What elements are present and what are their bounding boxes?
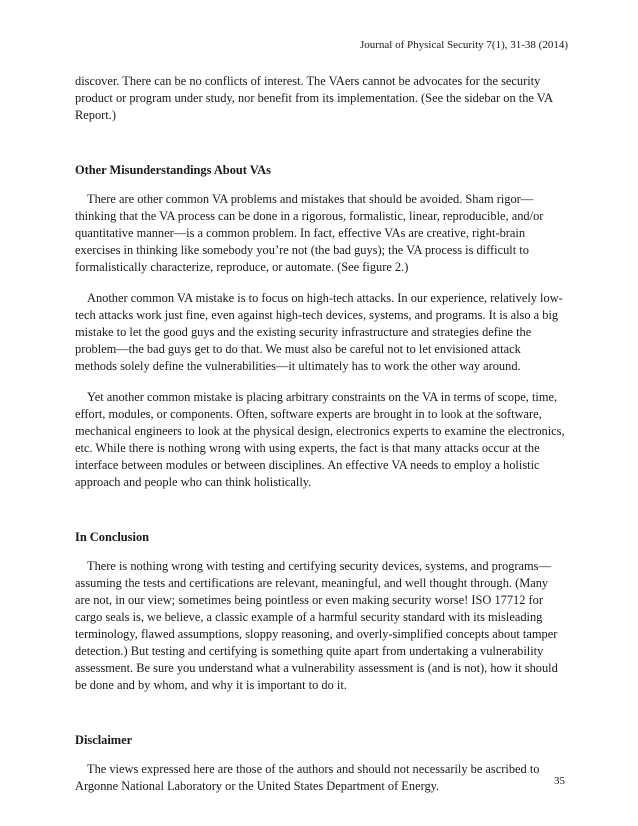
section-heading: In Conclusion <box>75 530 150 544</box>
paragraph: Another common VA mistake is to focus on high-tech attacks. In our experience, relatively low-tech attacks work just fine, even against high-tech devices, systems, and programs. It is also a big mistake to let the good guys and the existing security infrastructure and strategies define the problem—the bad guys get to do that. We must also be careful not to let envisioned attack methods solely define the vulnerabilities—it ultimately has to work the other way around. <box>75 291 563 373</box>
paragraph: There is nothing wrong with testing and certifying security devices, systems, and programs—assuming the tests and certifications are relevant, meaningful, and well thought through. (Many are not, in our view; sometimes being pointless or even making security worse! ISO 17712 for cargo seals is, we believe, a classic example of a harmful security standard with its misleading terminology, flawed assumptions, sloppy reasoning, and overly-simplified concepts about tamper detection.) But testing and certifying is something quite apart from undertaking a vulnerability assessment. Be sure you understand what a vulnerability assessment is (and is not), how it should be done and by whom, and why it is important to do it. <box>75 559 558 692</box>
paragraph: There are other common VA problems and mistakes that should be avoided. Sham rigor—thinking that the VA process can be done in a rigorous, formalistic, linear, reproducible, and/or quantitative manner—is a common problem. In fact, effective VAs are creative, right-brain exercises in thinking like somebody you’re not (the bad guys); the VA process is difficult to formalistically characterize, reproduce, or automate. (See figure 2.) <box>75 192 544 274</box>
section-heading: Disclaimer <box>75 733 133 747</box>
body-text <box>75 73 565 809</box>
paragraph: Yet another common mistake is placing arbitrary constraints on the VA in terms of scope, time, effort, modules, or components. Often, software experts are brought in to look at the software, mechanical engineers to look at the physical design, electronics experts to examine the electronics, etc. While there is nothing wrong with using experts, the fact is that many attacks occur at the interface between modules or between disciplines. An effective VA needs to employ a holistic approach and people who can think holistically. <box>75 390 565 489</box>
running-header: Journal of Physical Security 7(1), 31-38 (2014) <box>359 39 568 51</box>
paragraph: The views expressed here are those of the authors and should not necessarily be ascribed to Argonne National Laboratory or the United States Department of Energy. <box>75 762 540 793</box>
section-heading: Other Misunderstandings About VAs <box>75 163 271 177</box>
intro-paragraph: discover. There can be no conflicts of interest. The VAers cannot be advocates for the security product or program under study, nor benefit from its implementation. (See the sidebar on the VA Report.) <box>75 74 553 122</box>
page-number: 35 <box>554 775 565 787</box>
